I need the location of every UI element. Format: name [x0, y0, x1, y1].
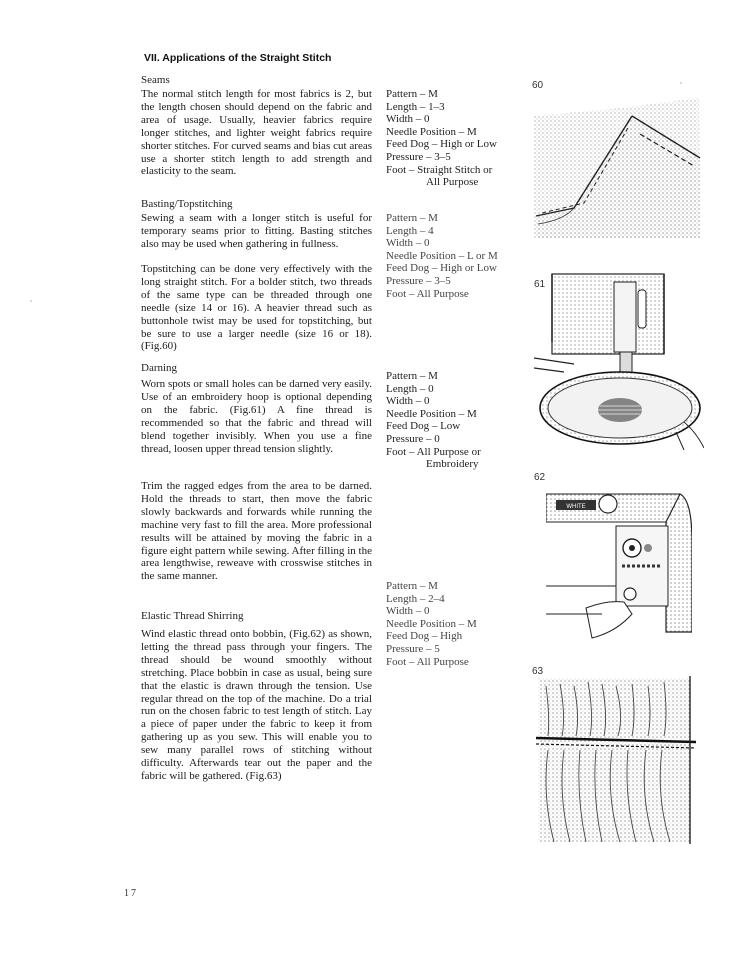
- setting-line: Needle Position – M: [386, 617, 477, 630]
- setting-line: Pattern – M: [386, 88, 438, 100]
- scan-speck: [30, 300, 32, 302]
- setting-line: Pattern – M: [386, 370, 438, 382]
- settings-basting: [386, 212, 526, 300]
- setting-line: Foot – Straight Stitch or: [386, 163, 493, 176]
- setting-line: Pressure – 0: [386, 432, 440, 445]
- setting-line: Feed Dog – High or Low: [386, 138, 497, 151]
- setting-line: Foot – All Purpose: [386, 287, 469, 300]
- figure-number-63: 63: [532, 666, 544, 677]
- bobbin-winding-illustration: [546, 482, 692, 650]
- section-title-darning: Darning: [141, 362, 178, 374]
- setting-line: Needle Position – L or M: [386, 249, 498, 262]
- setting-line: Width – 0: [386, 605, 430, 618]
- setting-line: Pattern – M: [386, 580, 438, 592]
- paragraph-seams: The normal stitch length for most fabrics is 2, but the length chosen should depend on the fabric and area of usage. Usually, heavier fabrics require longer stitches, and lighter weight fabrics require shorter stitches. For curved seams and bias cut areas use a shorter stitch length to add strength and elasticity to the seam.: [141, 88, 372, 178]
- setting-line: Pressure – 3–5: [386, 150, 451, 163]
- setting-line: Needle Position – M: [386, 125, 477, 138]
- figure-number-61: 61: [534, 279, 546, 290]
- setting-line: Length – 4: [386, 224, 434, 237]
- page-heading: VII. Applications of the Straight Stitch: [144, 52, 332, 64]
- setting-line: Length – 1–3: [386, 100, 445, 113]
- setting-line: Feed Dog – Low: [386, 420, 461, 433]
- setting-line: Needle Position – M: [386, 407, 477, 420]
- section-title-basting: Basting/Topstitching: [141, 198, 233, 210]
- figure-number-60: 60: [532, 80, 544, 91]
- setting-line: Length – 2–4: [386, 592, 445, 605]
- settings-darning: [386, 370, 526, 471]
- setting-line: Pressure – 5: [386, 642, 440, 655]
- page-number: 17: [124, 888, 138, 899]
- setting-line: Foot – All Purpose or: [386, 445, 481, 458]
- paragraph-topstitching: Topstitching can be done very effectively with the long straight stitch. For a bolder stitch, two threads of the same type can be threaded through one needle (size 14 or 16). A heavier thread such as buttonhole twist may be used for topstitching, but be sure to use a larger needle (size 16 or 18). (Fig.60): [141, 263, 372, 353]
- settings-seams: [386, 88, 526, 189]
- setting-line: Width – 0: [386, 113, 430, 126]
- paragraph-darning-1: Worn spots or small holes can be darned very easily. Use of an embroidery hoop is optional depending on the fabric. (Fig.61) A fine thread is recommended so that the fabric and thread will blend together invisibly. When you use a fine thread, loosen upper thread tension slightly.: [141, 378, 372, 455]
- setting-line: Feed Dog – High or Low: [386, 262, 497, 275]
- setting-line: All Purpose: [426, 176, 479, 189]
- setting-line: Length – 0: [386, 382, 434, 395]
- setting-line: Feed Dog – High: [386, 630, 463, 643]
- section-title-seams: Seams: [141, 74, 170, 86]
- paragraph-darning-2: Trim the ragged edges from the area to be darned. Hold the threads to start, then move the fabric slowly backwards and forwards while running the machine very fast to fill the area. More professional results will be attained by moving the fabric in a figure eight pattern while sewing. After filling in the area lengthwise, reweave with crosswise stitches in the same manner.: [141, 480, 372, 583]
- darning-hoop-illustration: [534, 272, 704, 454]
- setting-line: Pattern – M: [386, 212, 438, 224]
- fabric-seam-illustration: [534, 88, 704, 240]
- brand-badge-text: WHITE: [566, 504, 586, 510]
- setting-line: Pressure – 3–5: [386, 274, 451, 287]
- figure-number-62: 62: [534, 472, 546, 483]
- setting-line: Embroidery: [426, 458, 479, 471]
- paragraph-shirring: Wind elastic thread onto bobbin, (Fig.62) as shown, letting the thread pass through your fingers. The thread should be wound smoothly without stretching. Place bobbin in case as usual, being sure that the elastic is drawn through the tension. Use regular thread on the top of the machine. Do a trial run on the chosen fabric to test length of stitch. Lay a piece of paper under the fabric to keep it from gathering up as you sew. This will enable you to sew many parallel rows of stitching without difficulty. Afterwards tear out the paper and the fabric will be gathered. (Fig.63): [141, 628, 372, 782]
- shirred-fabric-illustration: [536, 676, 696, 844]
- scan-speck: [680, 82, 682, 84]
- paragraph-basting: Sewing a seam with a longer stitch is useful for temporary seams prior to fitting. Basting stitches also may be used when gathering in fullness.: [141, 212, 372, 250]
- settings-shirring: [386, 580, 526, 668]
- setting-line: Width – 0: [386, 237, 430, 250]
- section-title-shirring: Elastic Thread Shirring: [141, 610, 244, 622]
- setting-line: Foot – All Purpose: [386, 655, 469, 668]
- setting-line: Width – 0: [386, 395, 430, 408]
